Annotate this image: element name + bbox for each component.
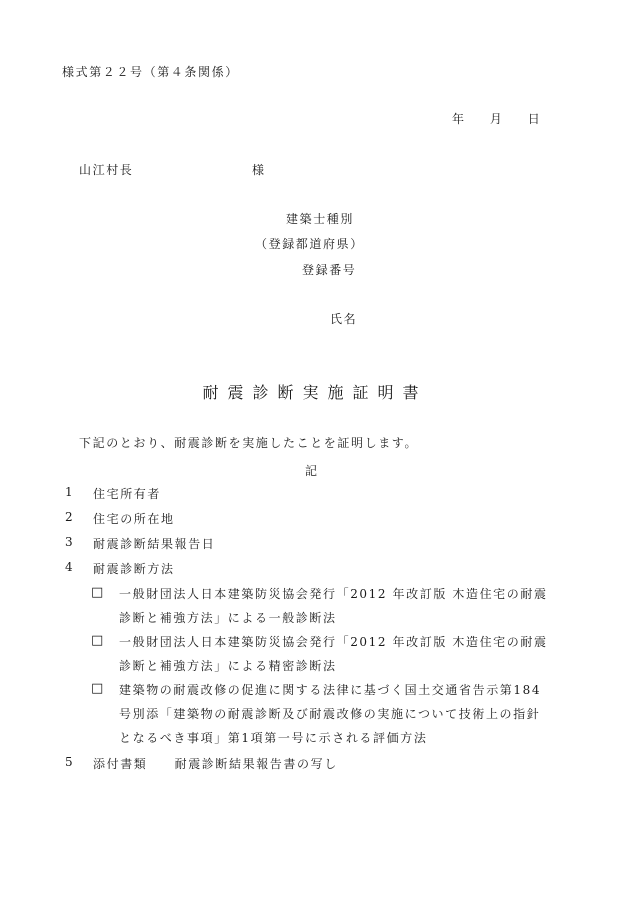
registration-number: 登録番号 xyxy=(302,263,357,277)
item-label: 耐震診断方法 xyxy=(93,562,175,576)
item-number: 2 xyxy=(65,510,75,524)
item-number: 5 xyxy=(65,755,75,769)
item-label: 添付書類 耐震診断結果報告書の写し xyxy=(93,757,338,771)
document-title: 耐震診断実施証明書 xyxy=(202,383,428,402)
item-number: 1 xyxy=(65,485,75,499)
option-text: 号別添「建築物の耐震診断及び耐震改修の実施について技術上の指針 xyxy=(119,707,541,721)
ki-heading: 記 xyxy=(305,464,319,478)
item-label: 住宅所有者 xyxy=(93,487,162,501)
applicant-name: 氏名 xyxy=(330,312,358,326)
option-text: 一般財団法人日本建築防災協会発行「2012 年改訂版 木造住宅の耐震 xyxy=(119,587,548,601)
item-number: 4 xyxy=(65,560,75,574)
checkbox[interactable]: □ xyxy=(91,585,104,600)
option-text: 診断と補強方法」による一般診断法 xyxy=(119,611,337,625)
intro-text: 下記のとおり、耐震診断を実施したことを証明します。 xyxy=(79,436,419,450)
registration-prefecture: （登録都道府県） xyxy=(255,237,364,251)
item-label: 耐震診断結果報告日 xyxy=(93,537,216,551)
date-year: 年 xyxy=(452,112,466,126)
item-number: 3 xyxy=(65,535,75,549)
architect-type: 建築士種別 xyxy=(286,212,355,226)
option-text: 一般財団法人日本建築防災協会発行「2012 年改訂版 木造住宅の耐震 xyxy=(119,635,548,649)
addressee-name: 山江村長 xyxy=(79,163,134,177)
checkbox[interactable]: □ xyxy=(91,681,104,696)
date-month: 月 xyxy=(489,112,503,126)
option-text: 建築物の耐震改修の促進に関する法律に基づく国土交通省告示第184 xyxy=(119,683,542,697)
form-number: 様式第２２号（第４条関係） xyxy=(62,65,239,79)
option-text: となるべき事項」第1項第一号に示される評価方法 xyxy=(119,731,428,745)
item-label: 住宅の所在地 xyxy=(93,512,175,526)
addressee-honorific: 様 xyxy=(252,163,266,177)
checkbox[interactable]: □ xyxy=(91,633,104,648)
date-line xyxy=(452,110,541,127)
option-text: 診断と補強方法」による精密診断法 xyxy=(119,659,337,673)
date-day: 日 xyxy=(527,112,541,126)
addressee xyxy=(79,161,266,178)
